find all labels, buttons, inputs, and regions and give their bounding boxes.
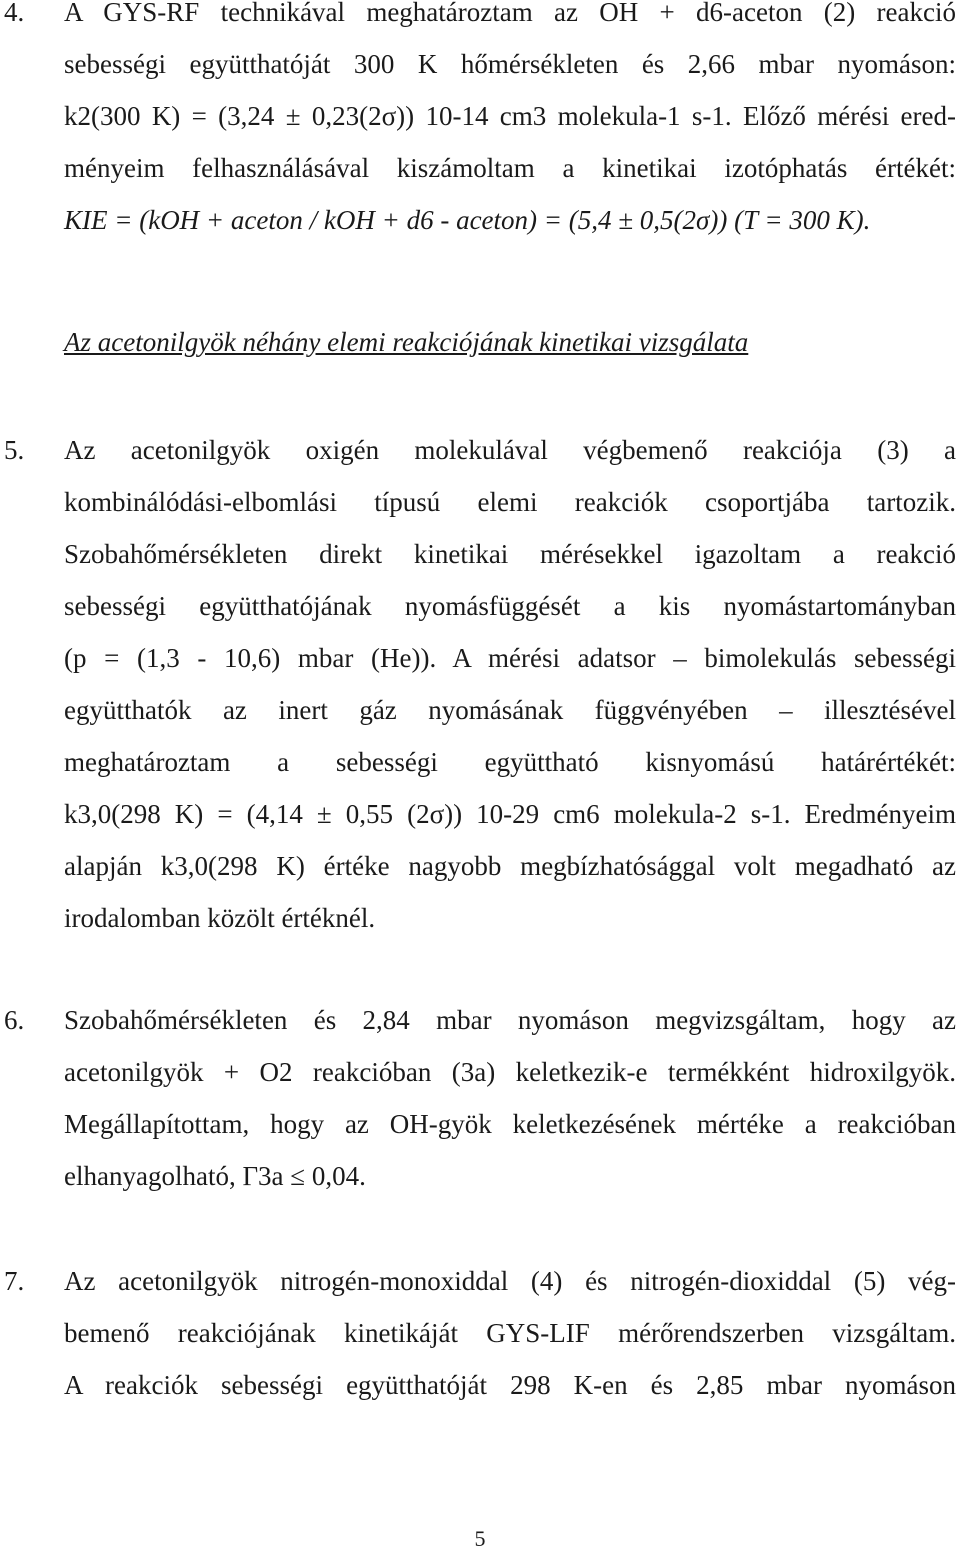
text-line: sebességi együtthatójának nyomásfüggését a kis nyomástartományban xyxy=(64,591,956,621)
item-text xyxy=(64,994,956,1202)
text-line: Az acetonilgyök oxigén molekulával végbemenő reakciója (3) a xyxy=(64,435,956,465)
text-line: alapján k3,0(298 K) értéke nagyobb megbízhatósággal volt megadható az xyxy=(64,851,956,881)
text-line: A GYS-RF technikával meghatároztam az OH + d6-aceton (2) reakció xyxy=(64,0,956,27)
text-line: ményeim felhasználásával kiszámoltam a kinetikai izotóphatás értékét: xyxy=(64,153,956,183)
text-line: (p = (1,3 - 10,6) mbar (He)). A mérési adatsor – bimolekulás sebességi xyxy=(64,643,956,673)
text-line: meghatároztam a sebességi együttható kisnyomású határértékét: xyxy=(64,747,956,777)
text-line: elhanyagolható, Γ3a ≤ 0,04. xyxy=(64,1161,366,1191)
text-line: k2(300 K) = (3,24 ± 0,23(2σ)) 10-14 cm3 molekula-1 s-1. Előző mérési ered- xyxy=(64,101,956,131)
list-item-7 xyxy=(0,1255,960,1411)
list-item-4 xyxy=(0,0,960,246)
text-line: Az acetonilgyök nitrogén-monoxiddal (4) és nitrogén-dioxiddal (5) vég- xyxy=(64,1266,956,1296)
text-line: kombinálódási-elbomlási típusú elemi reakciók csoportjába tartozik. xyxy=(64,487,956,517)
page-number: 5 xyxy=(474,1526,486,1551)
item-text xyxy=(64,424,956,944)
item-text xyxy=(64,0,956,246)
list-item-6 xyxy=(0,994,960,1202)
item-number: 5. xyxy=(4,435,25,465)
text-line: együtthatók az inert gáz nyomásának függvényében – illesztésével xyxy=(64,695,956,725)
text-line: irodalomban közölt értéknél. xyxy=(64,903,376,933)
section-heading: Az acetonilgyök néhány elemi reakciójának kinetikai vizsgálata xyxy=(64,327,749,357)
text-line: acetonilgyök + O2 reakcióban (3a) keletkezik-e termékként hidroxilgyök. xyxy=(64,1057,956,1087)
item-number: 4. xyxy=(4,0,25,27)
text-line: A reakciók sebességi együtthatóját 298 K-en és 2,85 mbar nyomáson xyxy=(64,1370,956,1400)
text-line: Megállapítottam, hogy az OH-gyök keletkezésének mértéke a reakcióban xyxy=(64,1109,956,1139)
item-text xyxy=(64,1255,956,1411)
text-line: sebességi együtthatóját 300 K hőmérsékleten és 2,66 mbar nyomáson: xyxy=(64,49,956,79)
text-line: k3,0(298 K) = (4,14 ± 0,55 (2σ)) 10-29 cm6 molekula-2 s-1. Eredményeim xyxy=(64,799,956,829)
item-number: 7. xyxy=(4,1266,25,1296)
text-line: Szobahőmérsékleten direkt kinetikai mérésekkel igazoltam a reakció xyxy=(64,539,956,569)
text-line: bemenő reakciójának kinetikáját GYS-LIF mérőrendszerben vizsgáltam. xyxy=(64,1318,956,1348)
item-number: 6. xyxy=(4,1005,25,1035)
text-line: KIE = (kOH + aceton / kOH + d6 - aceton) = (5,4 ± 0,5(2σ)) (T = 300 K). xyxy=(64,205,871,235)
list-item-5 xyxy=(0,424,960,944)
text-line: Szobahőmérsékleten és 2,84 mbar nyomáson megvizsgáltam, hogy az xyxy=(64,1005,956,1035)
